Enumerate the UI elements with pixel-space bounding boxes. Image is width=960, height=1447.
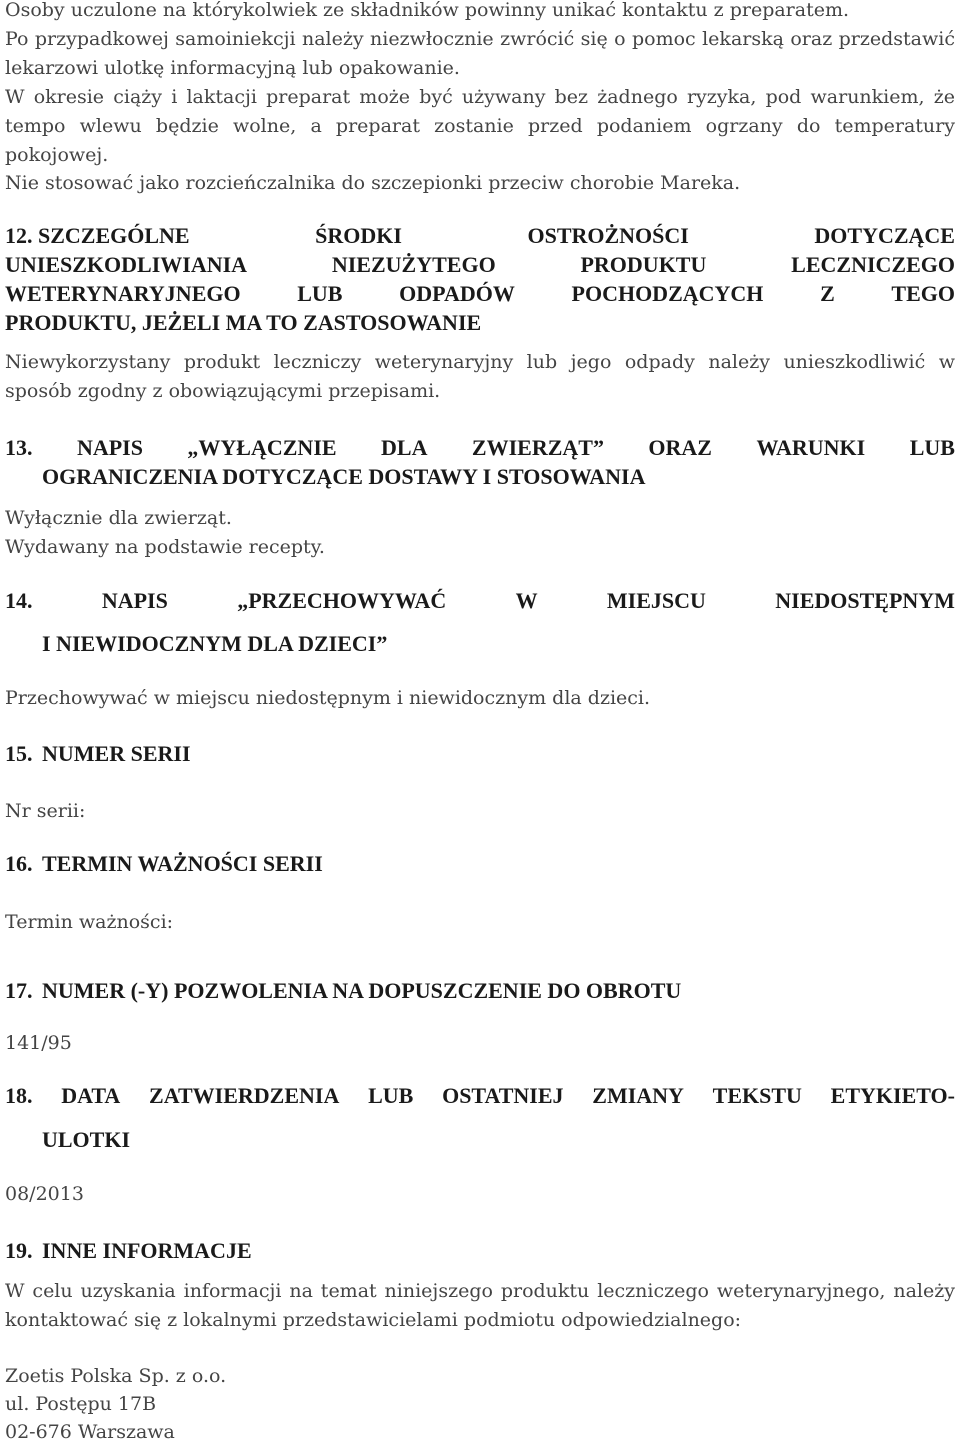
section-18-heading-line2-wrap bbox=[5, 1125, 955, 1154]
section-15-heading: 15. NUMER SERII bbox=[5, 741, 191, 766]
section-17-body: 141/95 bbox=[5, 1032, 72, 1054]
section-15-body: Nr serii: bbox=[5, 800, 86, 822]
section-12-body: Niewykorzystany produkt leczniczy weterynaryjny lub jego odpady należy unieszkodliwić w sposób zgodny z obowiązującymi przepisami. bbox=[5, 351, 955, 402]
paragraph-pregnancy: W okresie ciąży i laktacji preparat może być używany bez żadnego ryzyka, pod warunkiem, że tempo wlewu będzie wolne, a preparat zostanie przed podaniem ogrzany do temperatury pokojowej. bbox=[5, 86, 955, 166]
section-13-heading-line2: OGRANICZENIA DOTYCZĄCE DOSTAWY I STOSOWANIA bbox=[42, 464, 646, 489]
address-company: Zoetis Polska Sp. z o.o. bbox=[5, 1365, 227, 1387]
section-13-body-prescription: Wydawany na podstawie recepty. bbox=[5, 536, 325, 558]
section-12-heading-line4: PRODUKTU, JEŻELI MA TO ZASTOSOWANIE bbox=[5, 310, 482, 335]
paragraph-marek: Nie stosować jako rozcieńczalnika do szczepionki przeciw chorobie Mareka. bbox=[5, 172, 741, 194]
section-17-heading: 17. NUMER (-Y) POZWOLENIA NA DOPUSZCZENIE DO OBROTU bbox=[5, 978, 682, 1003]
section-14-heading-line2: I NIEWIDOCZNYM DLA DZIECI” bbox=[42, 631, 388, 656]
paragraph-allergy: Osoby uczulone na którykolwiek ze składników powinny unikać kontaktu z preparatem. bbox=[5, 0, 850, 21]
section-18-heading-line1: 18. DATA ZATWIERDZENIA LUB OSTATNIEJ ZMIANY TEKSTU ETYKIETO- bbox=[5, 1083, 955, 1108]
section-16-heading: 16. TERMIN WAŻNOŚCI SERII bbox=[5, 851, 323, 876]
section-18-body: 08/2013 bbox=[5, 1183, 84, 1205]
section-16-body: Termin ważności: bbox=[5, 911, 174, 933]
paragraph-self-injection: Po przypadkowej samoiniekcji należy niezwłocznie zwrócić się o pomoc lekarską oraz przedstawić lekarzowi ulotkę informacyjną lub opakowanie. bbox=[5, 28, 955, 79]
section-14-body: Przechowywać w miejscu niedostępnym i niewidocznym dla dzieci. bbox=[5, 687, 651, 709]
section-14-heading-line2-wrap bbox=[5, 629, 955, 658]
section-12-heading-line3: WETERYNARYJNEGO LUB ODPADÓW POCHODZĄCYCH Z TEGO bbox=[5, 281, 955, 306]
section-13-body-animals: Wyłącznie dla zwierząt. bbox=[5, 507, 232, 529]
section-13-heading-line1: 13. NAPIS „WYŁĄCZNIE DLA ZWIERZĄT” ORAZ WARUNKI LUB bbox=[5, 435, 955, 460]
section-19-body: W celu uzyskania informacji na temat niniejszego produktu leczniczego weterynaryjnego, należy kontaktować się z lokalnymi przedstawicielami podmiotu odpowiedzialnego: bbox=[5, 1280, 955, 1331]
section-14-heading bbox=[5, 586, 955, 615]
address-city: 02-676 Warszawa bbox=[5, 1421, 175, 1443]
section-12-heading-line1: 12. SZCZEGÓLNE ŚRODKI OSTROŻNOŚCI DOTYCZĄCE bbox=[5, 223, 955, 248]
section-14-heading-line1: 14. NAPIS „PRZECHOWYWAĆ W MIEJSCU NIEDOSTĘPNYM bbox=[5, 588, 955, 613]
section-12-number: 12. SZCZEGÓLNE bbox=[5, 223, 190, 248]
address-street: ul. Postępu 17B bbox=[5, 1393, 157, 1415]
section-12-heading bbox=[5, 221, 955, 337]
section-13-heading bbox=[5, 433, 955, 491]
section-19-heading: 19. INNE INFORMACJE bbox=[5, 1238, 252, 1263]
section-12-heading-line2: UNIESZKODLIWIANIA NIEZUŻYTEGO PRODUKTU LECZNICZEGO bbox=[5, 252, 955, 277]
section-18-heading bbox=[5, 1081, 955, 1110]
section-18-heading-line2: ULOTKI bbox=[42, 1127, 131, 1152]
